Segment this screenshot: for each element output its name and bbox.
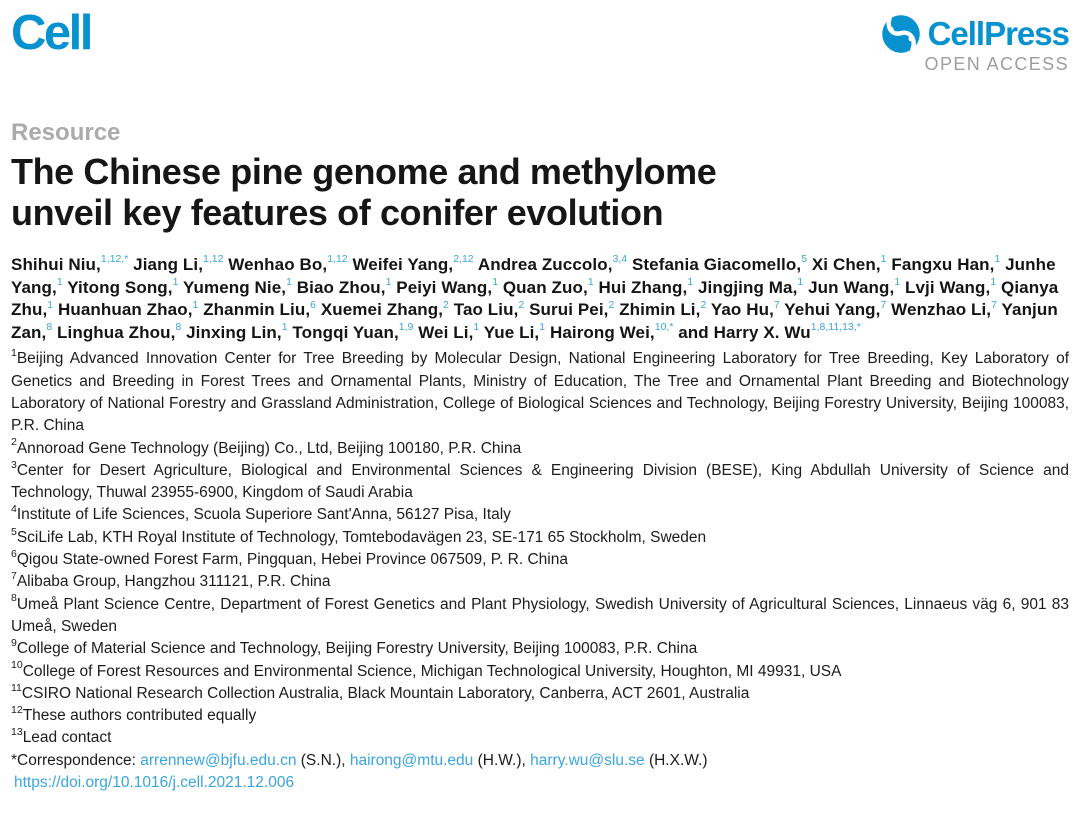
author-name: Quan Zuo, — [502, 277, 588, 297]
affiliation-text: College of Material Science and Technology, Beijing Forestry University, Beijing 100083, P.R. China — [16, 640, 698, 658]
correspondence-email-link[interactable]: arrennew@bjfu.edu.cn — [140, 751, 297, 769]
author-affiliation-superscript: 7 — [880, 298, 887, 311]
author-affiliation-superscript: 7 — [991, 298, 997, 311]
author-name: Tongqi Yuan, — [292, 322, 399, 342]
article-title — [11, 151, 1069, 233]
affiliation-number: 4 — [11, 503, 17, 516]
author-name: Junhe Yang, — [11, 255, 1056, 297]
affiliation-number: 10 — [11, 659, 23, 672]
author-name: Stefania Giacomello, — [631, 255, 802, 274]
author-name: Xi Chen, — [811, 255, 881, 274]
affiliation-number: 9 — [11, 637, 17, 650]
affiliation-item — [11, 504, 1069, 526]
author-affiliation-superscript: 1 — [385, 275, 392, 288]
author-affiliation-superscript: 1 — [539, 321, 546, 334]
cellpress-logo-text: CellPress — [927, 15, 1069, 52]
affiliation-item — [11, 549, 1069, 571]
author-name: Weifei Yang, — [352, 255, 454, 274]
author-name: Yue Li, — [483, 322, 540, 342]
author-name: Xuemei Zhang, — [320, 300, 444, 320]
author-affiliation-superscript: 10,* — [654, 321, 674, 334]
author-name: Tao Liu, — [453, 300, 519, 320]
affiliation-number: 12 — [11, 703, 23, 716]
cellpress-icon — [881, 14, 921, 54]
affiliation-item — [11, 683, 1069, 705]
author-name: Wei Li, — [418, 322, 474, 342]
author-name: Hairong Wei, — [549, 322, 655, 342]
author-affiliation-superscript: 1 — [894, 275, 901, 288]
cell-journal-logo: Cell — [11, 6, 91, 60]
correspondence-label: *Correspondence: — [11, 751, 141, 769]
author-affiliation-superscript: 1,12 — [327, 253, 348, 266]
affiliation-item — [11, 594, 1069, 639]
author-name: Yehui Yang, — [784, 300, 881, 320]
affiliation-number: 5 — [11, 525, 17, 538]
affiliation-item — [11, 638, 1069, 660]
author-name: Yanjun Zan, — [11, 300, 1058, 342]
author-name: Surui Pei, — [529, 300, 609, 320]
affiliation-text: Umeå Plant Science Centre, Department of Forest Genetics and Plant Physiology, Swedish University of Agricultural Sciences, Linnaeus väg 6, 901 83 Umeå, Sweden — [11, 595, 1069, 635]
doi-link[interactable]: https://doi.org/10.1016/j.cell.2021.12.006 — [14, 774, 295, 792]
affiliation-text: College of Forest Resources and Environmental Science, Michigan Technological University, Houghton, MI 49931, USA — [22, 662, 842, 680]
author-affiliation-superscript: 1 — [990, 275, 997, 288]
affiliation-text: Annoroad Gene Technology (Beijing) Co., Ltd, Beijing 100180, P.R. China — [16, 439, 522, 457]
author-name: Peiyi Wang, — [396, 277, 493, 297]
author-affiliation-superscript: 2,12 — [453, 253, 474, 266]
author-name: Wenhao Bo, — [228, 255, 328, 274]
author-affiliation-superscript: 1 — [192, 298, 199, 311]
author-name: Jingjing Ma, — [697, 277, 798, 297]
author-affiliation-superscript: 2 — [518, 298, 525, 311]
author-affiliation-superscript: 1,8,11,13,* — [810, 321, 861, 334]
author-list: Shihui Niu,$^{1,12,*}$ Jiang Li,$^{1,12}$ Wenhao Bo,$^{1,12}$ Weifei Yang,$^{2,12}$ Andrea Zuccolo,$^{3,4}$ Stefania Giacomello,$^5$ Xi Chen,$^1$ Fangxu Han,$^1$ Junhe Yang,$^1$ Yitong Song,$^1$ Yumeng Nie,$^1$ Biao Zhou,$^1$ Peiyi Wang,$^1$ Quan Zuo,$^1$ Hui Zhang,$^1$ Jingjing Ma,$^1$ Jun Wang,$^1$ Lvji Wang,$^1$ Qianya Zhu,$^1$ Huanhuan Zhao,$^1$ Zhanmin Liu,$^6$ Xuemei Zhang,$^2$ Tao Liu,$^2$ Surui Pei,$^2$ Zhimin Li,$^2$ Yao Hu,$^7$ Yehui Yang,$^7$ Wenzhao Li,$^7$ Yanjun Zan,$^8$ Linghua Zhou,$^8$ Jinxing Lin,$^1$ Tongqi Yuan,$^{1,9}$ Wei Li,$^1$ Yue Li,$^1$ Hairong Wei,$^{10,*}$ and Harry X. $Wu^{1,8,11,13,*}$ — [11, 253, 1059, 342]
article-title-line1: The Chinese pine genome and methylome — [11, 151, 717, 192]
author-affiliation-superscript: 1 — [473, 321, 480, 334]
author-affiliation-superscript: 1 — [286, 275, 292, 288]
affiliation-text: These authors contributed equally — [22, 707, 257, 725]
author-affiliation-superscript: 1,9 — [398, 321, 414, 334]
affiliation-text: Institute of Life Sciences, Scuola Superiore Sant'Anna, 56127 Pisa, Italy — [16, 506, 511, 524]
author-affiliation-superscript: 2 — [608, 298, 615, 311]
affiliation-text: Alibaba Group, Hangzhou 311121, P.R. China — [16, 573, 331, 591]
affiliation-text: Beijing Advanced Innovation Center for Tree Breeding by Molecular Design, National Engineering Laboratory for Tree Breeding, Key Laboratory of Genetics and Breeding in Forest Trees and Ornamental Plants, Ministry of Education, The Tree and Ornamental Plant Breeding and Biotechnology Laboratory of National Forestry and Grassland Administration, College of Biological Sciences and Technology, Beijing Forestry University, Beijing 100083, P.R. China — [11, 350, 1069, 435]
author-affiliation-superscript: 1 — [587, 275, 594, 288]
author-affiliation-superscript: 1 — [47, 298, 54, 311]
author-name: Wenzhao Li, — [891, 300, 992, 320]
author-name: Harry X. Wu — [713, 322, 811, 342]
author-affiliation-superscript: 1,12 — [203, 253, 224, 266]
author-affiliation-superscript: 1 — [172, 275, 179, 288]
author-affiliation-superscript: 8 — [175, 321, 182, 334]
note-item — [11, 727, 1069, 749]
open-access-label: OPEN ACCESS — [924, 54, 1069, 74]
author-name: Yumeng Nie, — [183, 277, 287, 297]
author-name: Jinxing Lin, — [186, 322, 282, 342]
author-affiliation-superscript: 7 — [773, 298, 780, 311]
page-header — [11, 8, 1069, 74]
author-affiliation-superscript: 1 — [797, 275, 804, 288]
author-name: Andrea Zuccolo, — [477, 255, 613, 274]
affiliation-number: 1 — [11, 347, 17, 360]
affiliation-text: Center for Desert Agriculture, Biological and Environmental Sciences & Engineering Division (BESE), King Abdullah University of Science and Technology, Thuwal 23955-6900, Kingdom of Saudi Arabia — [11, 461, 1069, 502]
affiliation-number: 8 — [11, 592, 17, 605]
affiliation-item — [11, 571, 1069, 593]
correspondence-line: *Correspondence: arrennew@bjfu.edu.cn (S.N.), hairong@mtu.edu (H.W.), harry.wu@slu.se (H.X.W.) — [11, 751, 708, 769]
author-affiliation-superscript: 1 — [492, 275, 499, 288]
author-name: Yao Hu, — [710, 300, 774, 320]
author-affiliation-superscript: 1 — [880, 253, 887, 266]
affiliation-item — [11, 661, 1069, 683]
author-name: Fangxu Han, — [891, 255, 995, 274]
author-name: Zhanmin Liu, — [203, 300, 311, 320]
author-affiliation-superscript: 2 — [700, 298, 707, 311]
author-affiliation-superscript: 8 — [46, 321, 53, 334]
author-affiliation-superscript: 3,4 — [612, 253, 628, 266]
author-affiliation-superscript: 2 — [443, 298, 449, 311]
author-name: Lvji Wang, — [904, 277, 991, 297]
author-affiliation-superscript: 1 — [687, 275, 694, 288]
author-affiliation-superscript: 1 — [281, 321, 288, 334]
article-type-label: Resource — [11, 119, 121, 146]
author-name: Jun Wang, — [808, 277, 895, 297]
article-title-line2: unveil key features of conifer evolution — [11, 192, 664, 233]
correspondence-email-link[interactable]: hairong@mtu.edu — [349, 751, 474, 769]
affiliation-item — [11, 348, 1069, 437]
author-name: Jiang Li, — [133, 255, 204, 274]
affiliation-number: 3 — [11, 458, 17, 471]
affiliation-item — [11, 438, 1069, 460]
author-affiliation-superscript: 1 — [56, 275, 63, 288]
author-name: Zhimin Li, — [619, 300, 701, 320]
author-name: Hui Zhang, — [598, 277, 688, 297]
affiliation-text: Lead contact — [22, 729, 112, 747]
author-affiliation-superscript: 1 — [994, 253, 1001, 266]
affiliation-list — [11, 348, 1069, 749]
affiliation-number: 7 — [11, 570, 17, 583]
affiliation-number: 6 — [11, 547, 17, 560]
author-affiliation-superscript: 5 — [801, 253, 808, 266]
affiliation-number: 2 — [11, 436, 17, 449]
affiliation-number: 11 — [11, 681, 22, 694]
affiliation-text: SciLife Lab, KTH Royal Institute of Technology, Tomtebodavägen 23, SE-171 65 Stockholm, Sweden — [16, 528, 707, 546]
affiliation-item — [11, 527, 1069, 549]
affiliation-number: 13 — [11, 726, 23, 739]
author-name: Qianya Zhu, — [11, 277, 1059, 320]
affiliation-text: Qigou State-owned Forest Farm, Pingquan, Hebei Province 067509, P. R. China — [16, 551, 568, 569]
author-name: Huanhuan Zhao, — [57, 300, 193, 320]
affiliation-text: CSIRO National Research Collection Australia, Black Mountain Laboratory, Canberra, ACT 2601, Australia — [21, 684, 750, 702]
author-affiliation-superscript: 6 — [310, 298, 316, 311]
affiliation-item — [11, 460, 1069, 505]
author-name: Linghua Zhou, — [57, 322, 176, 342]
cellpress-block — [881, 10, 1069, 74]
author-name: Biao Zhou, — [296, 277, 386, 297]
author-name: Shihui Niu, — [11, 255, 101, 274]
correspondence-email-link[interactable]: harry.wu@slu.se — [530, 751, 645, 769]
note-item — [11, 705, 1069, 727]
author-name: Yitong Song, — [67, 277, 173, 297]
author-affiliation-superscript: 1,12,* — [100, 253, 129, 266]
